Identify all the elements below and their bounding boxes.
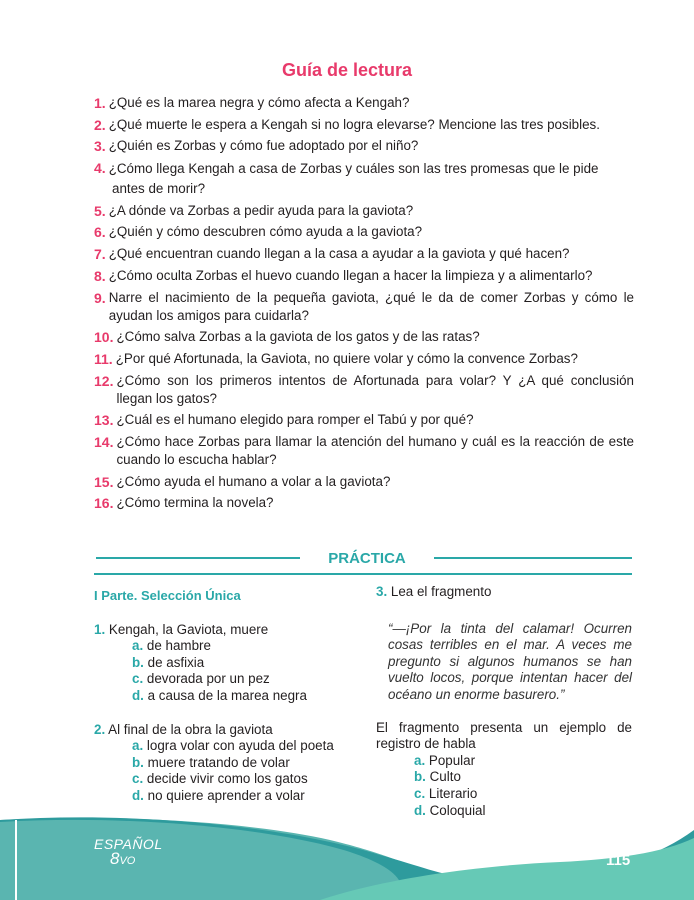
option-item — [376, 769, 632, 786]
question-item — [94, 372, 634, 408]
question-number: 5. — [94, 202, 106, 219]
question-text: ¿Cómo salva Zorbas a la gaviota de los gatos y de las ratas? — [116, 329, 480, 345]
question-number: 9. — [94, 289, 106, 306]
option-letter: d. — [414, 802, 426, 818]
question-number: 6. — [94, 224, 106, 241]
question-item — [94, 267, 634, 285]
question-number: 11. — [94, 350, 113, 367]
brand-grade-suffix: VO — [119, 855, 136, 867]
question-item — [94, 159, 634, 198]
question-number: 1. — [94, 621, 106, 637]
option-text: muere tratando de volar — [147, 754, 290, 770]
question-number: 1. — [94, 95, 106, 111]
brand-grade-number: 8 — [110, 849, 120, 868]
question-item — [94, 433, 634, 469]
question-text: Narre el nacimiento de la pequeña gaviota, ¿qué le da de comer Zorbas y cómo le ayudan los amigos para cuidarla? — [108, 289, 634, 323]
option-letter: c. — [414, 785, 426, 801]
question-number: 2. — [94, 721, 106, 737]
option-letter: a. — [132, 638, 144, 654]
question-number: 3. — [376, 584, 388, 599]
option-item — [94, 755, 364, 772]
option-letter: a. — [132, 738, 144, 754]
option-item — [94, 738, 364, 755]
book-brand — [94, 836, 163, 869]
question-item — [94, 328, 634, 346]
option-item — [94, 771, 364, 788]
question-number: 2. — [94, 116, 106, 133]
question-item — [94, 202, 634, 220]
question-number: 8. — [94, 267, 106, 284]
practice-heading: PRÁCTICA — [328, 550, 406, 567]
mc-question — [94, 622, 364, 639]
option-letter: a. — [414, 752, 426, 768]
question-item — [94, 137, 634, 155]
question-item — [94, 245, 634, 263]
question-text: ¿Cómo son los primeros intentos de Afortunada para volar? Y ¿A qué conclusión llegan los gatos? — [116, 372, 634, 406]
question-text: ¿Qué es la marea negra y cómo afecta a Kengah? — [108, 95, 410, 110]
option-letter: b. — [132, 654, 144, 670]
option-text: Coloquial — [429, 802, 486, 818]
quoted-fragment: “—¡Por la tinta del calamar! Ocurren cosas terribles en el mar. A veces me pregunto si algunos humanos se han vuelto locos, porque intentan hacer del océano un enorme basurero.” — [388, 620, 632, 702]
question-text: ¿Qué encuentran cuando llegan a la casa a ayudar a la gaviota y qué hacen? — [108, 246, 570, 262]
question-text: ¿Cómo ayuda el humano a volar a la gaviota? — [116, 473, 391, 489]
option-item — [94, 688, 364, 705]
question-item — [94, 289, 634, 325]
question-number: 16. — [94, 495, 114, 512]
question-text: ¿Cómo hace Zorbas para llamar la atención del humano y cuál es la reacción de este cuando lo escucha hablar? — [116, 433, 634, 467]
practice-right-column — [376, 584, 632, 819]
divider-line — [94, 573, 632, 575]
option-item — [376, 753, 632, 770]
question-prompt: El fragmento presenta un ejemplo de registro de habla — [376, 719, 632, 752]
question-text-continued: antes de morir? — [112, 181, 206, 197]
mc-question — [94, 722, 364, 739]
mc-question — [376, 584, 632, 601]
option-text: logra volar con ayuda del poeta — [146, 738, 334, 754]
page-title: Guía de lectura — [281, 60, 413, 80]
question-number: 12. — [94, 372, 114, 389]
question-text: ¿Quién y cómo descubren cómo ayuda a la gaviota? — [108, 224, 423, 240]
option-letter: c. — [132, 771, 144, 787]
option-text: Popular — [428, 752, 476, 768]
footer-margin-line — [15, 820, 17, 900]
question-item — [94, 350, 634, 368]
question-text: ¿A dónde va Zorbas a pedir ayuda para la gaviota? — [108, 202, 414, 218]
part-title: I Parte. Selección Única — [94, 588, 241, 603]
question-number: 13. — [94, 412, 114, 429]
question-number: 10. — [94, 329, 114, 346]
option-letter: c. — [132, 671, 144, 687]
question-item — [94, 94, 634, 112]
question-item — [94, 411, 634, 429]
option-text: a causa de la marea negra — [147, 687, 307, 703]
question-item — [94, 223, 634, 241]
practice-left-column — [94, 588, 364, 805]
option-text: devorada por un pez — [146, 671, 270, 687]
footer-wave-mid-overlay — [0, 820, 400, 900]
question-item — [94, 116, 634, 134]
option-letter: d. — [132, 787, 144, 803]
question-text: ¿Cómo oculta Zorbas el huevo cuando llegan a hacer la limpieza y a alimentarlo? — [108, 267, 593, 283]
question-number: 15. — [94, 473, 114, 490]
question-text: ¿Por qué Afortunada, la Gaviota, no quiere volar y cómo la convence Zorbas? — [115, 350, 578, 366]
option-item — [94, 655, 364, 672]
option-item — [94, 638, 364, 655]
option-item — [94, 671, 364, 688]
question-number: 3. — [94, 138, 106, 155]
brand-grade — [110, 849, 163, 869]
reading-guide-questions — [94, 94, 634, 516]
question-text: Kengah, la Gaviota, muere — [108, 621, 269, 637]
divider-line — [96, 557, 300, 559]
question-text: ¿Cómo termina la novela? — [116, 495, 274, 511]
question-text: ¿Quién es Zorbas y cómo fue adoptado por el niño? — [108, 138, 419, 154]
option-text: de hambre — [146, 638, 211, 654]
question-text: ¿Cómo llega Kengah a casa de Zorbas y cuáles son las tres promesas que le pide — [108, 161, 599, 177]
question-number: 7. — [94, 246, 106, 263]
question-number: 14. — [94, 433, 114, 450]
question-text: ¿Qué muerte le espera a Kengah si no logra elevarse? Mencione las tres posibles. — [108, 116, 600, 132]
question-text: ¿Cuál es el humano elegido para romper el Tabú y por qué? — [116, 412, 474, 428]
divider-line — [434, 557, 632, 559]
question-item — [94, 494, 634, 512]
page-number: 115 — [606, 852, 631, 869]
question-text: Lea el fragmento — [390, 584, 492, 599]
option-text: no quiere aprender a volar — [147, 787, 305, 803]
option-letter: b. — [414, 769, 426, 785]
question-number: 4. — [94, 160, 106, 177]
option-text: decide vivir como los gatos — [146, 771, 308, 787]
option-letter: d. — [132, 687, 144, 703]
option-letter: b. — [132, 754, 144, 770]
option-text: de asfixia — [147, 654, 205, 670]
brand-subject: ESPAÑOL — [94, 836, 163, 852]
question-text: Al final de la obra la gaviota — [108, 721, 273, 737]
practice-section-header — [94, 547, 632, 577]
option-text: Culto — [429, 769, 461, 785]
question-item — [94, 473, 634, 491]
option-text: Literario — [428, 785, 478, 801]
